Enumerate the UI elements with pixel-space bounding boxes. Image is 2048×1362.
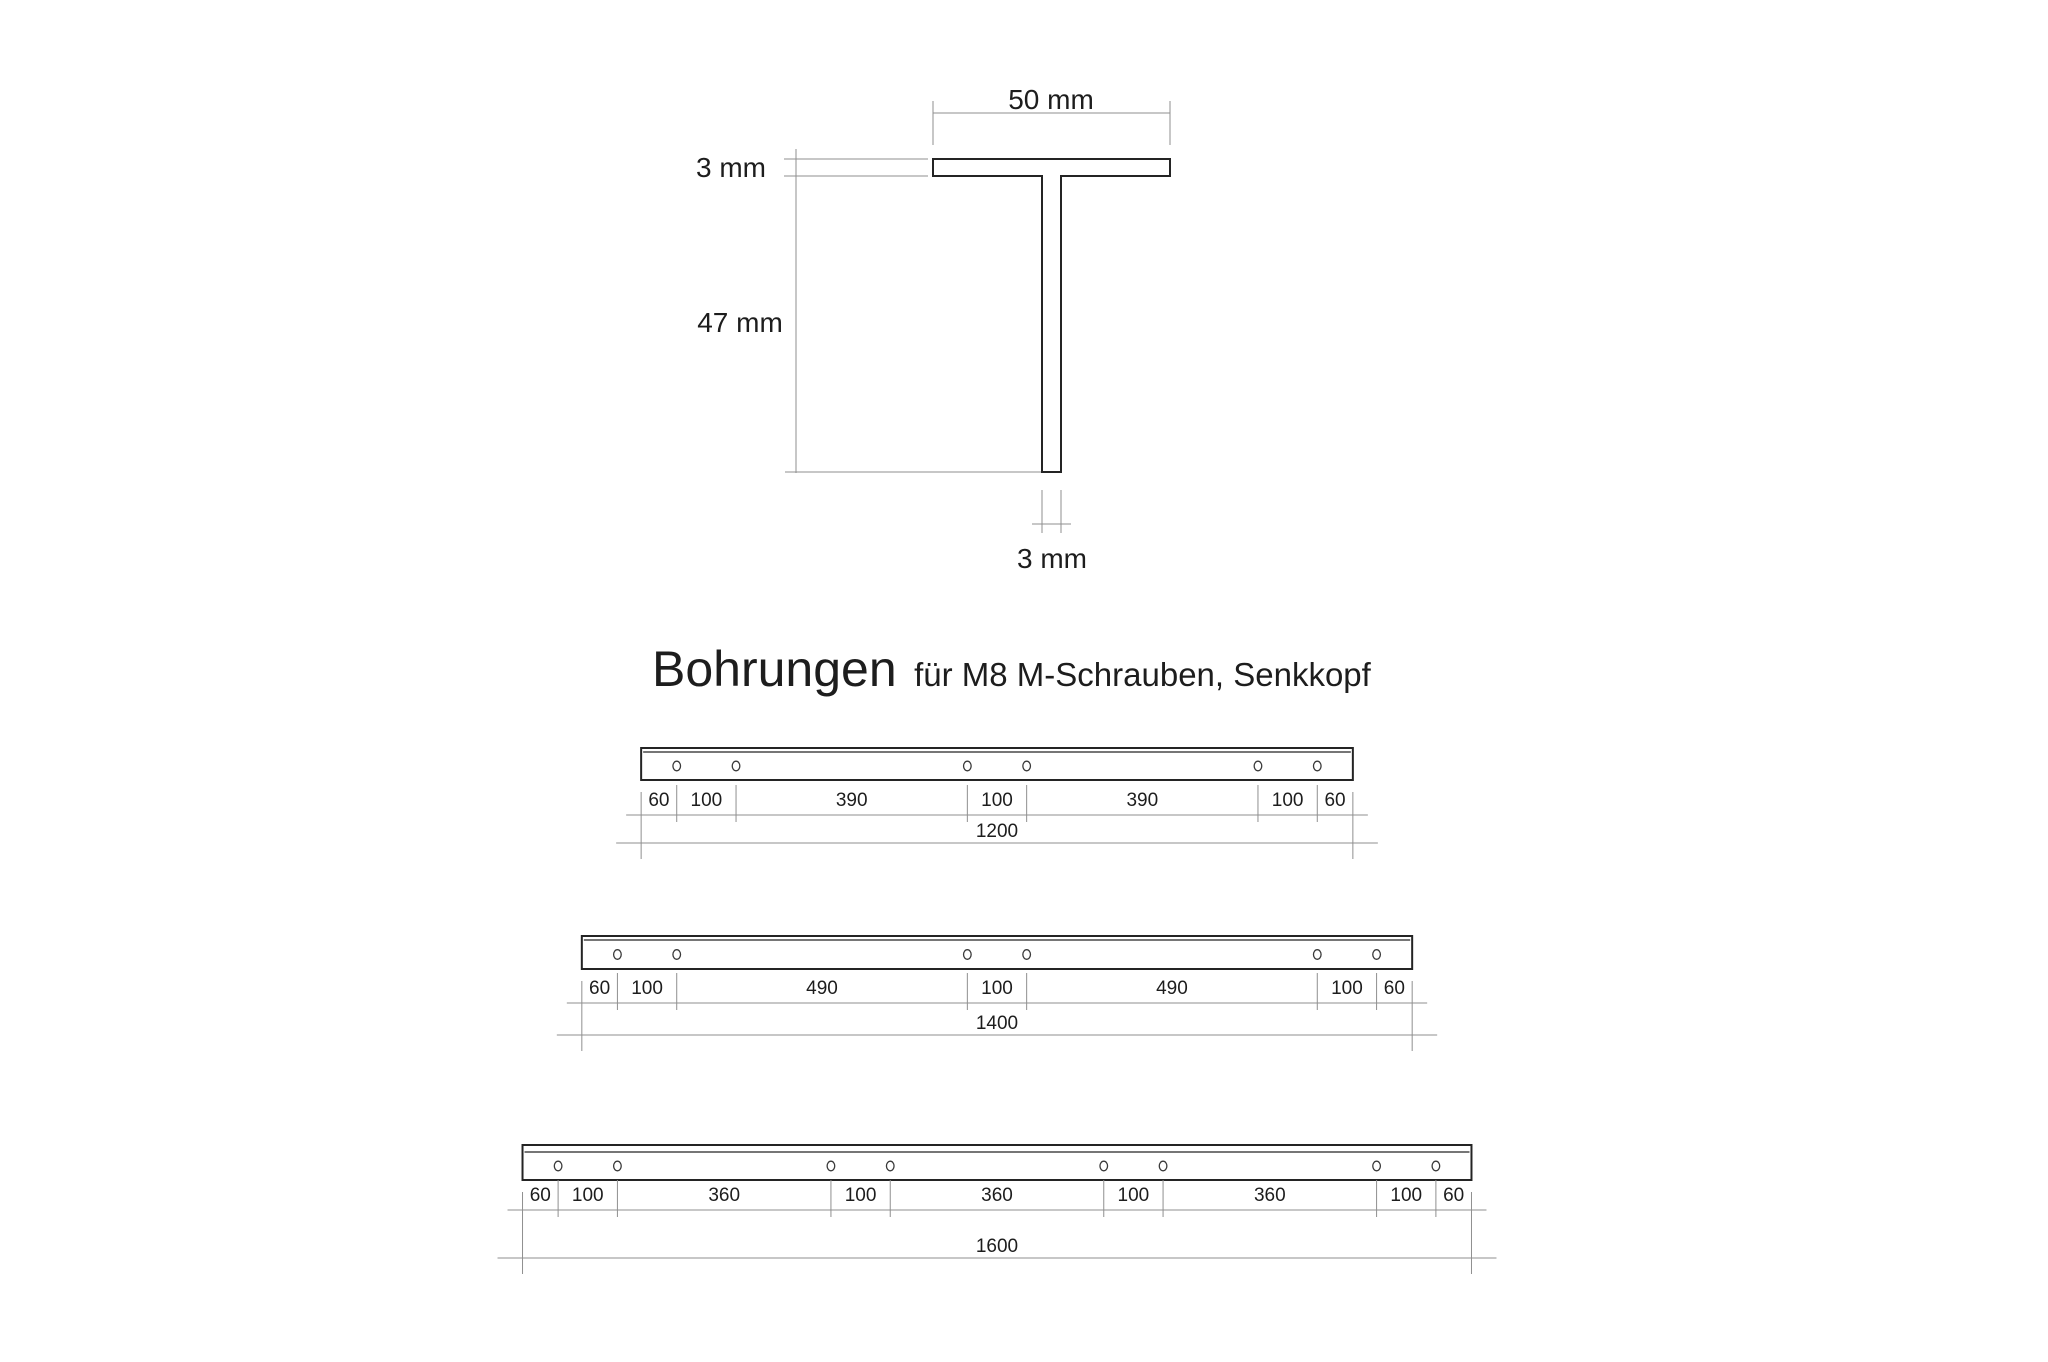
- bar-outline: [641, 748, 1353, 780]
- drill-bar-drawings: [498, 748, 1497, 1274]
- segment-dim-label: 490: [806, 978, 838, 999]
- drill-hole: [886, 1161, 894, 1171]
- section-title-main: Bohrungen: [652, 641, 897, 697]
- drill-hole: [614, 1161, 622, 1171]
- segment-dim-label: 100: [1331, 978, 1363, 999]
- drill-hole: [1313, 761, 1321, 771]
- bar-outline: [523, 1145, 1472, 1180]
- t-profile-section: [696, 84, 1170, 574]
- drill-hole: [673, 761, 681, 771]
- segment-dim-label: 100: [1390, 1185, 1423, 1206]
- section-title: [652, 641, 1372, 697]
- segment-dim-label: 360: [1253, 1185, 1286, 1206]
- drill-hole: [554, 1161, 562, 1171]
- drill-hole: [964, 761, 972, 771]
- segment-dim-label: 60: [589, 978, 611, 999]
- segment-dim-label: 100: [981, 790, 1013, 811]
- segment-dim-label: 360: [708, 1185, 741, 1206]
- t-profile-outline: [933, 159, 1170, 472]
- segment-dim-label: 100: [981, 978, 1013, 999]
- bar-outline: [582, 936, 1412, 969]
- segment-dim-label: 60: [1324, 790, 1346, 811]
- total-dim-label: 1400: [975, 1013, 1019, 1034]
- segment-dim-label: 490: [1156, 978, 1188, 999]
- segment-dim-label: 100: [631, 978, 663, 999]
- segment-dim-label: 100: [1117, 1185, 1150, 1206]
- drill-hole: [1023, 761, 1031, 771]
- segment-dim-label: 60: [1443, 1185, 1465, 1206]
- segment-dim-label: 100: [690, 790, 723, 811]
- drill-hole: [1373, 1161, 1381, 1171]
- drill-hole: [614, 950, 622, 960]
- web-height-label: 47 mm: [697, 307, 783, 338]
- drill-hole: [1023, 950, 1031, 960]
- total-dim-label: 1200: [975, 821, 1019, 842]
- drill-bar-1200: [616, 748, 1378, 859]
- total-dim-label: 1600: [975, 1236, 1019, 1257]
- drill-hole: [673, 950, 681, 960]
- segment-dim-label: 100: [844, 1185, 877, 1206]
- segment-dim-label: 100: [1271, 790, 1304, 811]
- drill-hole: [1100, 1161, 1108, 1171]
- drill-hole: [1373, 950, 1381, 960]
- segment-dim-label: 100: [571, 1185, 604, 1206]
- segment-dim-label: 390: [1126, 790, 1159, 811]
- segment-dim-label: 360: [981, 1185, 1013, 1206]
- drill-hole: [1159, 1161, 1167, 1171]
- segment-dim-label: 390: [835, 790, 868, 811]
- segment-dim-label: 60: [529, 1185, 551, 1206]
- drill-hole: [1313, 950, 1321, 960]
- drill-hole: [1432, 1161, 1440, 1171]
- section-title-detail: für M8 M-Schrauben, Senkkopf: [914, 656, 1371, 693]
- drill-hole: [732, 761, 740, 771]
- drill-hole: [964, 950, 972, 960]
- web-thickness-label: 3 mm: [1017, 543, 1087, 574]
- drill-bar-1400: [557, 936, 1437, 1051]
- flange-width-label: 50 mm: [1008, 84, 1094, 115]
- segment-dim-label: 60: [648, 790, 670, 811]
- drill-hole: [1254, 761, 1262, 771]
- drill-bar-1600: [498, 1145, 1497, 1274]
- flange-thickness-label: 3 mm: [696, 152, 766, 183]
- segment-dim-label: 60: [1383, 978, 1405, 999]
- drill-hole: [827, 1161, 835, 1171]
